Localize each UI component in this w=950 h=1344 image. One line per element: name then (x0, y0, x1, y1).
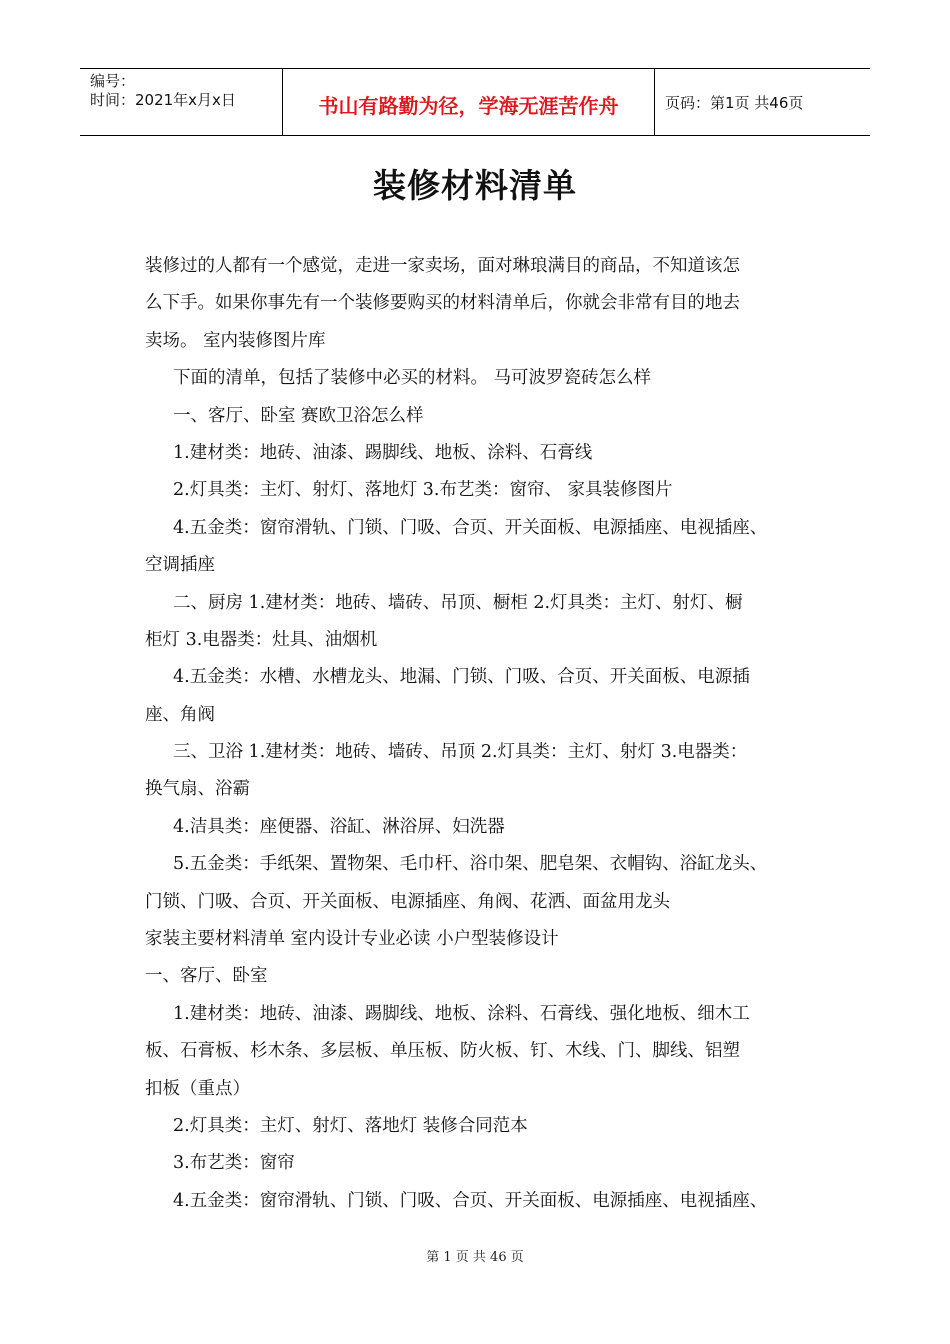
paragraph-line: 座、角阀 (145, 704, 215, 725)
paragraph-line: 装修过的人都有一个感觉，走进一家卖场，面对琳琅满目的商品，不知道该怎 (145, 256, 740, 276)
body-text (145, 248, 825, 1220)
paragraph-line: 4.五金类：窗帘滑轨、门锁、门吸、合页、开关面板、电源插座、电视插座、 (173, 1190, 768, 1211)
paragraph-line: 4.五金类：水槽、水槽龙头、地漏、门锁、门吸、合页、开关面板、电源插 (173, 667, 750, 688)
paragraph-line: 柜灯 3.电器类：灶具、油烟机 (145, 629, 378, 650)
paragraph-line: 卖场。 室内装修图片库 (145, 330, 326, 351)
header-motto: 书山有路勤为径，学海无涯苦作舟 (282, 69, 655, 135)
paragraph-line: 4.洁具类：座便器、浴缸、淋浴屏、妇洗器 (173, 816, 505, 837)
paragraph-line: 3.布艺类：窗帘 (173, 1153, 295, 1174)
document-header (80, 68, 870, 136)
paragraph-line: 么下手。如果你事先有一个装修要购买的材料清单后，你就会非常有目的地去 (145, 293, 740, 314)
paragraph-line: 4.五金类：窗帘滑轨、门锁、门吸、合页、开关面板、电源插座、电视插座、 (173, 517, 768, 538)
paragraph-line: 三、卫浴 1.建材类：地砖、墙砖、吊顶 2.灯具类：主灯、射灯 3.电器类： (173, 742, 748, 763)
paragraph-line: 一、客厅、卧室 (145, 966, 268, 987)
paragraph-line: 家装主要材料清单 室内设计专业必读 小户型装修设计 (145, 929, 559, 950)
header-page-info: 页码：第1页 共46页 (665, 93, 804, 112)
page-title: 装修材料清单 (373, 166, 577, 205)
paragraph-line: 1.建材类：地砖、油漆、踢脚线、地板、涂料、石膏线 (173, 442, 593, 463)
date-label: 时间：2021年x月x日 (90, 91, 236, 109)
paragraph-line: 二、厨房 1.建材类：地砖、墙砖、吊顶、橱柜 2.灯具类：主灯、射灯、橱 (173, 592, 743, 613)
paragraph-line: 扣板（重点） (145, 1078, 250, 1099)
paragraph-line: 2.灯具类：主灯、射灯、落地灯 装修合同范本 (173, 1115, 528, 1136)
paragraph-line: 1.建材类：地砖、油漆、踢脚线、地板、涂料、石膏线、强化地板、细木工 (173, 1003, 750, 1024)
page-footer: 第 1 页 共 46 页 (426, 1250, 524, 1265)
paragraph-line: 门锁、门吸、合页、开关面板、电源插座、角阀、花洒、面盆用龙头 (145, 891, 670, 912)
paragraph-line: 2.灯具类：主灯、射灯、落地灯 3.布艺类：窗帘、 家具装修图片 (173, 480, 673, 501)
paragraph-line: 换气扇、浴霸 (145, 779, 250, 800)
paragraph-line: 下面的清单，包括了装修中必买的材料。 马可波罗瓷砖怎么样 (173, 368, 652, 389)
header-meta (80, 69, 282, 135)
paragraph-line: 空调插座 (145, 555, 215, 576)
number-label: 编号： (90, 72, 136, 90)
paragraph-line: 一、客厅、卧室 赛欧卫浴怎么样 (173, 405, 424, 426)
paragraph-line: 5.五金类：手纸架、置物架、毛巾杆、浴巾架、肥皂架、衣帽钩、浴缸龙头、 (173, 854, 768, 875)
paragraph-line: 板、石膏板、杉木条、多层板、单压板、防火板、钉、木线、门、脚线、铝塑 (145, 1041, 740, 1062)
